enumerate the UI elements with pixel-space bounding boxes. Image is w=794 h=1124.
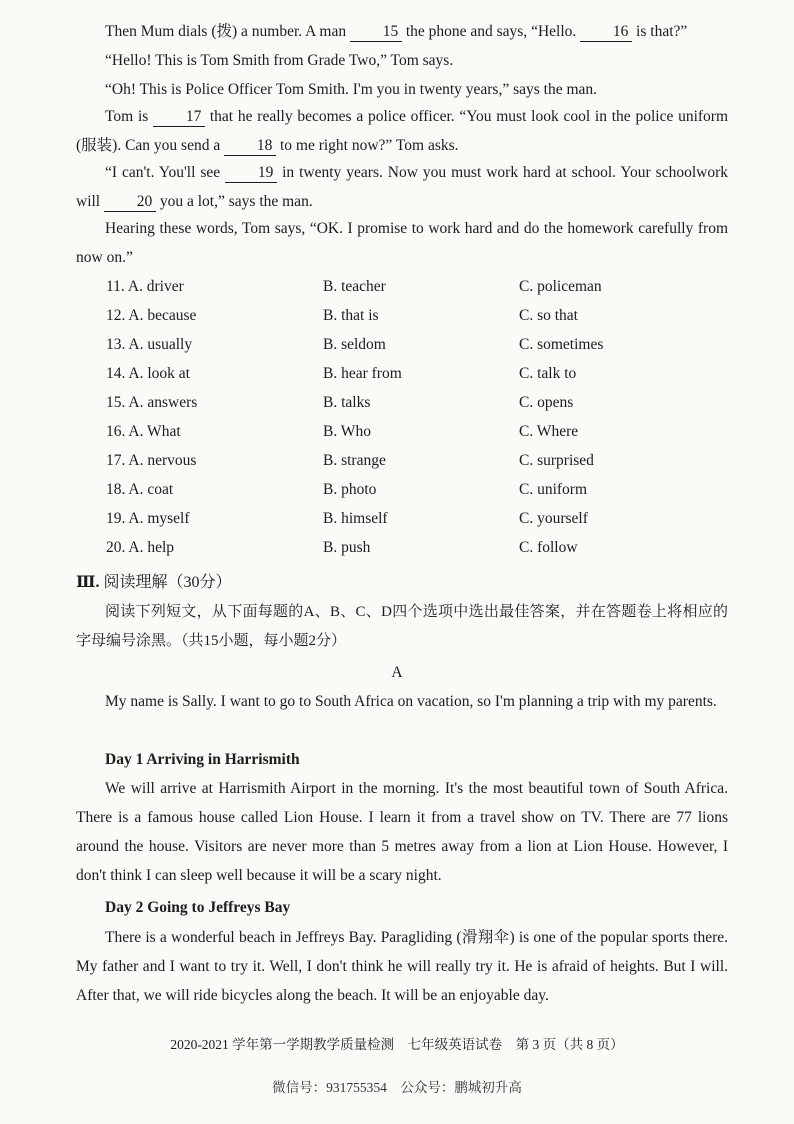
option-b: B. teacher [323, 278, 386, 295]
option-c: C. follow [519, 539, 578, 556]
option-a: 20. A. help [106, 539, 175, 556]
wechat-watermark: 微信号：931755354 公众号：鹏城初升高 [272, 1080, 522, 1095]
passage-para-4 [76, 102, 728, 160]
day1-heading: Day 1 Arriving in Harrismith [105, 751, 300, 768]
text: Tom is [105, 108, 149, 125]
option-c: C. uniform [519, 481, 588, 498]
option-c: C. sometimes [519, 336, 604, 353]
reading-intro: My name is Sally. I want to go to South Africa on vacation, so I'm planning a trip with my parents. [105, 693, 717, 710]
option-row-16 [0, 417, 794, 446]
section-number: Ⅲ. [76, 574, 100, 591]
blank-17: 17 [153, 108, 205, 127]
option-c: C. yourself [519, 510, 588, 527]
option-b: B. Who [323, 423, 371, 440]
option-c: C. policeman [519, 278, 602, 295]
text: is that?” [636, 23, 688, 40]
option-c: C. talk to [519, 365, 577, 382]
option-a: 11. A. driver [106, 278, 184, 295]
option-a: 12. A. because [106, 307, 197, 324]
option-a: 16. A. What [106, 423, 181, 440]
day1-text: We will arrive at Harrismith Airport in the morning. It's the most beautiful town of South Africa. There is a famous house called Lion House. I learn it from a travel show on TV. There are 77 lions around the house. Visitors are never more than 5 metres away from a lion at Lion House. However, I don't think I can sleep well because it will be a scary night. [76, 780, 728, 884]
text: “I can't. You'll see [105, 164, 221, 181]
text: Then Mum dials (拨) a number. A man [105, 23, 347, 40]
passage-para-6: Hearing these words, Tom says, “OK. I promise to work hard and do the homework carefully from now on.” [76, 220, 728, 266]
option-b: B. push [323, 539, 371, 556]
option-row-13 [0, 330, 794, 359]
option-a: 14. A. look at [106, 365, 190, 382]
passage-line-1 [76, 17, 728, 46]
passage-label: A [391, 664, 403, 681]
page-footer: 2020-2021 学年第一学期教学质量检测 七年级英语试卷 第 3 页（共 8 页） [170, 1037, 624, 1052]
option-b: B. photo [323, 481, 377, 498]
section-title [76, 568, 232, 597]
option-b: B. himself [323, 510, 388, 527]
option-a: 15. A. answers [106, 394, 198, 411]
blank-19: 19 [225, 164, 277, 183]
passage-para-5 [76, 158, 728, 216]
blank-20: 20 [104, 193, 156, 212]
text: to me right now?” Tom asks. [279, 137, 459, 154]
option-a: 17. A. nervous [106, 452, 197, 469]
option-row-14 [0, 359, 794, 388]
passage-line-3: “Oh! This is Police Officer Tom Smith. I'm you in twenty years,” says the man. [105, 81, 598, 98]
section-heading: 阅读理解（30分） [103, 574, 232, 591]
option-a: 18. A. coat [106, 481, 174, 498]
option-row-17 [0, 446, 794, 475]
text: you a lot,” says the man. [159, 193, 313, 210]
option-a: 13. A. usually [106, 336, 193, 353]
option-b: B. hear from [323, 365, 402, 382]
option-row-20 [0, 533, 794, 562]
passage-line-2: “Hello! This is Tom Smith from Grade Two,” Tom says. [105, 52, 454, 69]
day2-heading: Day 2 Going to Jeffreys Bay [105, 899, 291, 916]
blank-18: 18 [224, 137, 276, 156]
option-c: C. so that [519, 307, 578, 324]
option-a: 19. A. myself [106, 510, 190, 527]
section-instruction: 阅读下列短文，从下面每题的A、B、C、D四个选项中选出最佳答案，并在答题卷上将相应的字母编号涂黑。（共15小题，每小题2分） [76, 604, 728, 649]
option-b: B. that is [323, 307, 379, 324]
option-c: C. opens [519, 394, 574, 411]
option-row-11 [0, 272, 794, 301]
option-b: B. strange [323, 452, 386, 469]
text: the phone and says, “Hello. [405, 23, 577, 40]
blank-15: 15 [350, 23, 402, 42]
option-c: C. Where [519, 423, 579, 440]
text: in twenty years. Now you must work hard at school. Your schoolwork will [76, 164, 728, 210]
option-row-18 [0, 475, 794, 504]
option-c: C. surprised [519, 452, 594, 469]
day2-text: There is a wonderful beach in Jeffreys Bay. Paragliding (滑翔伞) is one of the popular sports there. My father and I want to try it. Well, I don't think he will really try it. He is afraid of heights. But I will. After that, we will ride bicycles along the beach. It will be an enjoyable day. [76, 929, 728, 1004]
option-row-19 [0, 504, 794, 533]
blank-16: 16 [580, 23, 632, 42]
option-row-12 [0, 301, 794, 330]
option-row-15 [0, 388, 794, 417]
option-b: B. seldom [323, 336, 386, 353]
option-b: B. talks [323, 394, 371, 411]
text: that he really becomes a police officer. “You must look cool in the police uniform (服装). Can you send a [76, 108, 729, 154]
